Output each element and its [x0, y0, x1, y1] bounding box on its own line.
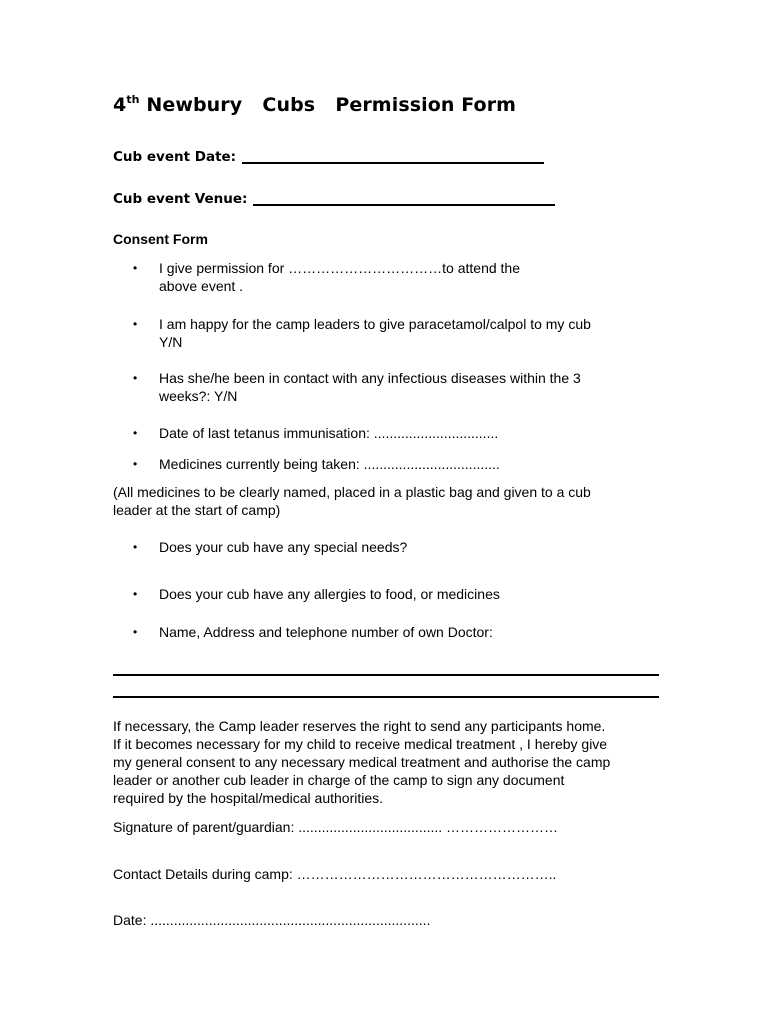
note-line: leader at the start of camp): [113, 502, 281, 518]
bullet-icon: •: [133, 587, 138, 601]
item-line: Y/N: [159, 334, 183, 350]
terms-line: If it becomes necessary for my child to receive medical treatment , I hereby give: [113, 736, 608, 752]
bullet-icon: •: [133, 426, 138, 440]
item-line: Does your cub have any special needs?: [159, 539, 408, 555]
doctor-details-line[interactable]: [113, 674, 659, 676]
list-item: [133, 315, 633, 355]
list-item: [133, 369, 633, 409]
bullet-icon: •: [133, 261, 138, 275]
title-ordinal-suffix: th: [126, 93, 140, 106]
bullet-icon: •: [133, 540, 138, 554]
item-line: Date of last tetanus immunisation: ................................: [159, 425, 499, 441]
event-venue-blank[interactable]: [253, 190, 555, 206]
bullet-icon: •: [133, 371, 138, 385]
medicines-note: [113, 483, 658, 519]
terms-paragraph: [113, 717, 658, 807]
event-venue-label: Cub event Venue:: [113, 191, 248, 207]
bullet-icon: •: [133, 317, 138, 331]
item-line: I give permission for ……………………………to attend the: [159, 260, 520, 276]
list-item: [133, 424, 633, 444]
title-text: Newbury Cubs Permission Form: [139, 94, 517, 116]
list-item: [133, 259, 633, 299]
list-item: [133, 538, 633, 558]
list-item: [133, 455, 633, 475]
item-line: Name, Address and telephone number of own Doctor:: [159, 624, 493, 640]
event-date-blank[interactable]: [242, 148, 544, 164]
page-title: [113, 93, 516, 116]
item-line: I am happy for the camp leaders to give paracetamol/calpol to my cub: [159, 316, 591, 332]
note-line: (All medicines to be clearly named, placed in a plastic bag and given to a cub: [113, 484, 591, 500]
event-date-label: Cub event Date:: [113, 149, 237, 165]
terms-line: my general consent to any necessary medical treatment and authorise the camp: [113, 754, 611, 770]
item-line: Has she/he been in contact with any infectious diseases within the 3: [159, 370, 581, 386]
item-line: Does your cub have any allergies to food, or medicines: [159, 586, 500, 602]
terms-line: If necessary, the Camp leader reserves the right to send any participants home.: [113, 718, 606, 734]
item-line: above event .: [159, 278, 244, 294]
terms-line: required by the hospital/medical authorities.: [113, 790, 384, 806]
parent-signature-field[interactable]: Signature of parent/guardian: ..................................... ……………………: [113, 819, 559, 835]
event-date-field[interactable]: [113, 148, 544, 165]
list-item: [133, 623, 633, 643]
consent-heading: Consent Form: [113, 231, 208, 247]
event-venue-field[interactable]: [113, 190, 555, 207]
item-line: Medicines currently being taken: ...................................: [159, 456, 500, 472]
bullet-icon: •: [133, 457, 138, 471]
item-line: weeks?: Y/N: [159, 388, 238, 404]
doctor-details-line[interactable]: [113, 696, 659, 698]
contact-details-field[interactable]: Contact Details during camp: ………………………………………………..: [113, 866, 557, 882]
list-item: [133, 585, 633, 605]
title-ordinal: 4: [113, 94, 127, 116]
terms-line: leader or another cub leader in charge of the camp to sign any document: [113, 772, 565, 788]
date-field[interactable]: Date: ........................................................................: [113, 912, 431, 928]
bullet-icon: •: [133, 625, 138, 639]
